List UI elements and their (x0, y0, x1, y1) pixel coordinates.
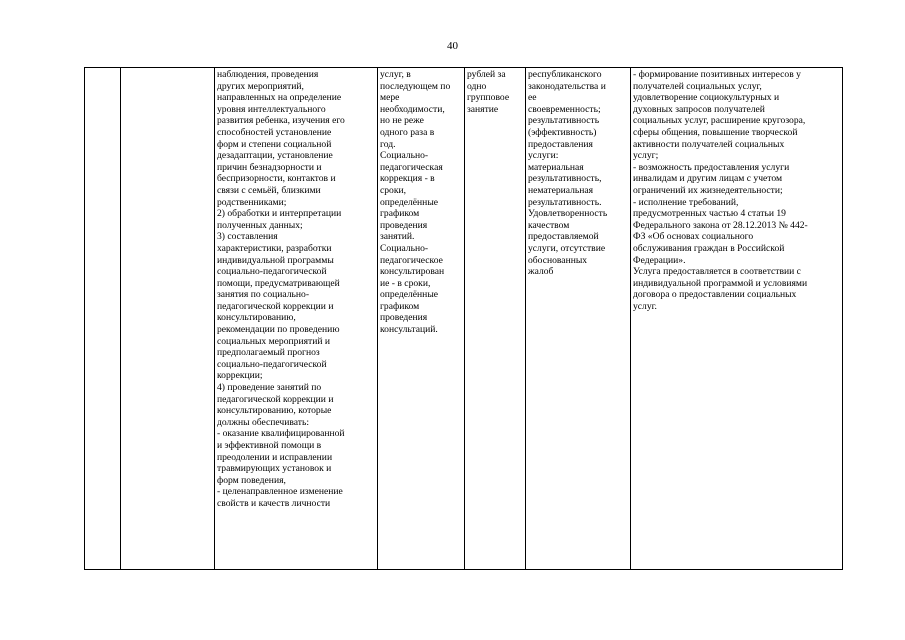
cell-text-line: полученных данных; (217, 219, 303, 231)
cell-row-number (85, 68, 121, 570)
cell-text-line: должны обеспечивать: (217, 416, 310, 428)
cell-text-line: Услуга предоставляется в соответствии с (633, 266, 801, 278)
cell-text-line: графиком (380, 208, 420, 220)
cell-text-line: но не реже (380, 115, 424, 127)
cell-text-line: результативность (528, 115, 600, 127)
cell-text-line: связи с семьёй, близкими (217, 184, 321, 196)
cell-text-line: республиканского (528, 69, 602, 80)
cell-text-line: результативность. (528, 196, 602, 208)
cell-text-line: активности получателей социальных (633, 138, 785, 150)
cell-service-terms (378, 68, 465, 570)
cell-text-line: обоснованных (528, 254, 588, 266)
cell-text-line: занятий. (380, 231, 415, 243)
cell-text-line: предоставляемой (528, 231, 599, 243)
page-number: 40 (447, 40, 458, 52)
cell-quality-indicators (526, 68, 631, 570)
cell-text-line: социальных мероприятий и (217, 335, 330, 347)
cell-text-line: определённые (380, 196, 439, 208)
cell-text-line: - целенаправленное изменение (217, 486, 343, 498)
cell-text-line: нематериальная (528, 184, 594, 196)
cell-text-line: Федерации». (633, 254, 686, 266)
cell-text-line: развития ребенка, изучения его (217, 115, 345, 127)
cell-text-line: качеством (528, 219, 570, 231)
cell-text-line: способностей установление (217, 126, 332, 138)
cell-text-line: педагогическая (380, 161, 443, 173)
cell-text-line: сроки, (380, 184, 407, 196)
cell-text-line: (эффективность) (528, 126, 597, 138)
cell-text-line: год. (380, 138, 396, 150)
cell-text-line: педагогической коррекции и (217, 393, 334, 405)
cell-text-line: занятие (467, 103, 499, 115)
cell-service-name (121, 68, 215, 570)
cell-text-line: услуг; (633, 150, 659, 162)
cell-text-line: - исполнение требований, (633, 196, 739, 208)
cell-text-line: педагогическое (380, 254, 443, 266)
cell-text-line: Социально- (380, 150, 429, 162)
cell-text-line: рублей за (467, 69, 506, 80)
cell-text-line: договора о предоставлении социальных (633, 289, 797, 301)
cell-text-line: форм и степени социальной (217, 138, 332, 150)
cell-text-line: - возможность предоставления услуги (633, 161, 790, 173)
cell-text-line: сферы общения, повышение творческой (633, 126, 798, 138)
service-standards-table (84, 67, 843, 570)
cell-text-line: беспризорности, контактов и (217, 173, 336, 185)
cell-service-cost (465, 68, 526, 570)
cell-text-line: индивидуальной программы (217, 254, 334, 266)
cell-text-line: услуг. (633, 300, 657, 312)
cell-text-line: услуг, в (380, 69, 411, 80)
cell-text-line: групповое (467, 92, 510, 104)
cell-text-line: законодательства и (528, 80, 606, 92)
cell-service-description (215, 68, 378, 570)
cell-text-line: коррекции; (217, 370, 263, 382)
cell-text-line: услуги, отсутствие (528, 242, 606, 254)
cell-text-line: помощи, предусматривающей (217, 277, 340, 289)
cell-text-line: предусмотренных частью 4 статьи 19 (633, 208, 786, 220)
cell-text-line: материальная (528, 161, 584, 173)
cell-text-line: определённые (380, 289, 439, 301)
cell-text-line: социальных услуг, расширение кругозора, (633, 115, 806, 127)
cell-text-line: родственниками; (217, 196, 287, 208)
cell-text-line: социально-педагогической (217, 358, 327, 370)
cell-text-line: 3) составления (217, 231, 278, 243)
cell-text-line: одно (467, 80, 487, 92)
cell-text-line: 2) обработки и интерпретации (217, 208, 342, 220)
cell-text-line: консультаций. (380, 324, 438, 336)
cell-text-line: услуги: (528, 150, 559, 162)
cell-text-line: предоставления (528, 138, 593, 150)
cell-text-line: форм поведения, (217, 474, 286, 486)
cell-text-line: Удовлетворенность (528, 208, 608, 220)
cell-text-line: причин безнадзорности и (217, 161, 322, 173)
cell-text-line: мере (380, 92, 400, 104)
cell-text-line: ие - в сроки, (380, 277, 431, 289)
cell-text-line: необходимости, (380, 103, 445, 115)
cell-text-line: ФЗ «Об основах социального (633, 231, 754, 243)
cell-text-line: и эффективной помощи в (217, 440, 322, 451)
cell-text-line: предполагаемый прогноз (217, 347, 320, 359)
cell-text-line: наблюдения, проведения (217, 69, 319, 80)
cell-text-line: занятия по социально- (217, 289, 310, 301)
cell-text-line: - оказание квалифицированной (217, 428, 345, 440)
cell-service-conditions (631, 68, 843, 570)
cell-text-line: инвалидам и другим лицам с учетом (633, 173, 783, 185)
cell-text-line: проведения (380, 219, 428, 231)
cell-text-line: рекомендации по проведению (217, 324, 340, 336)
cell-text-line: уровня интеллектуального (217, 103, 326, 115)
cell-text-line: характеристики, разработки (217, 242, 332, 254)
cell-text-line: жалоб (528, 266, 554, 278)
cell-text-line: Федерального закона от 28.12.2013 № 442- (633, 219, 808, 231)
cell-text-line: свойств и качеств личности (217, 497, 331, 509)
cell-text-line: ограничений их жизнедеятельности; (633, 184, 783, 196)
cell-text-line: своевременность; (528, 103, 601, 115)
cell-text-line: консультированию, которые (217, 405, 332, 417)
cell-text-line: консультирован (380, 266, 445, 278)
cell-text-line: проведения (380, 312, 428, 324)
cell-text-line: 4) проведение занятий по (217, 382, 322, 394)
cell-text-line: одного раза в (380, 126, 435, 138)
cell-text-line: консультированию, (217, 312, 296, 324)
cell-text-line: индивидуальной программой и условиями (633, 277, 808, 289)
cell-text-line: результативность, (528, 173, 602, 185)
cell-text-line: педагогической коррекции и (217, 300, 334, 312)
cell-text-line: последующем по (380, 80, 451, 92)
cell-text-line: - формирование позитивных интересов у (633, 69, 801, 80)
cell-text-line: графиком (380, 300, 420, 312)
cell-text-line: получателей социальных услуг, (633, 80, 762, 92)
cell-text-line: удовлетворение социокультурных и (633, 92, 780, 104)
cell-text-line: травмирующих установок и (217, 463, 332, 475)
cell-text-line: ее (528, 92, 537, 104)
table-row (85, 68, 843, 570)
cell-text-line: социально-педагогической (217, 266, 327, 278)
cell-text-line: дезадаптации, установление (217, 150, 333, 162)
cell-text-line: Социально- (380, 242, 429, 254)
cell-text-line: коррекция - в (380, 173, 435, 185)
cell-text-line: преодолении и исправлении (217, 451, 333, 463)
cell-text-line: направленных на определение (217, 92, 342, 104)
cell-text-line: других мероприятий, (217, 80, 304, 92)
cell-text-line: духовных запросов получателей (633, 103, 765, 115)
cell-text-line: обслуживания граждан в Российской (633, 242, 785, 254)
